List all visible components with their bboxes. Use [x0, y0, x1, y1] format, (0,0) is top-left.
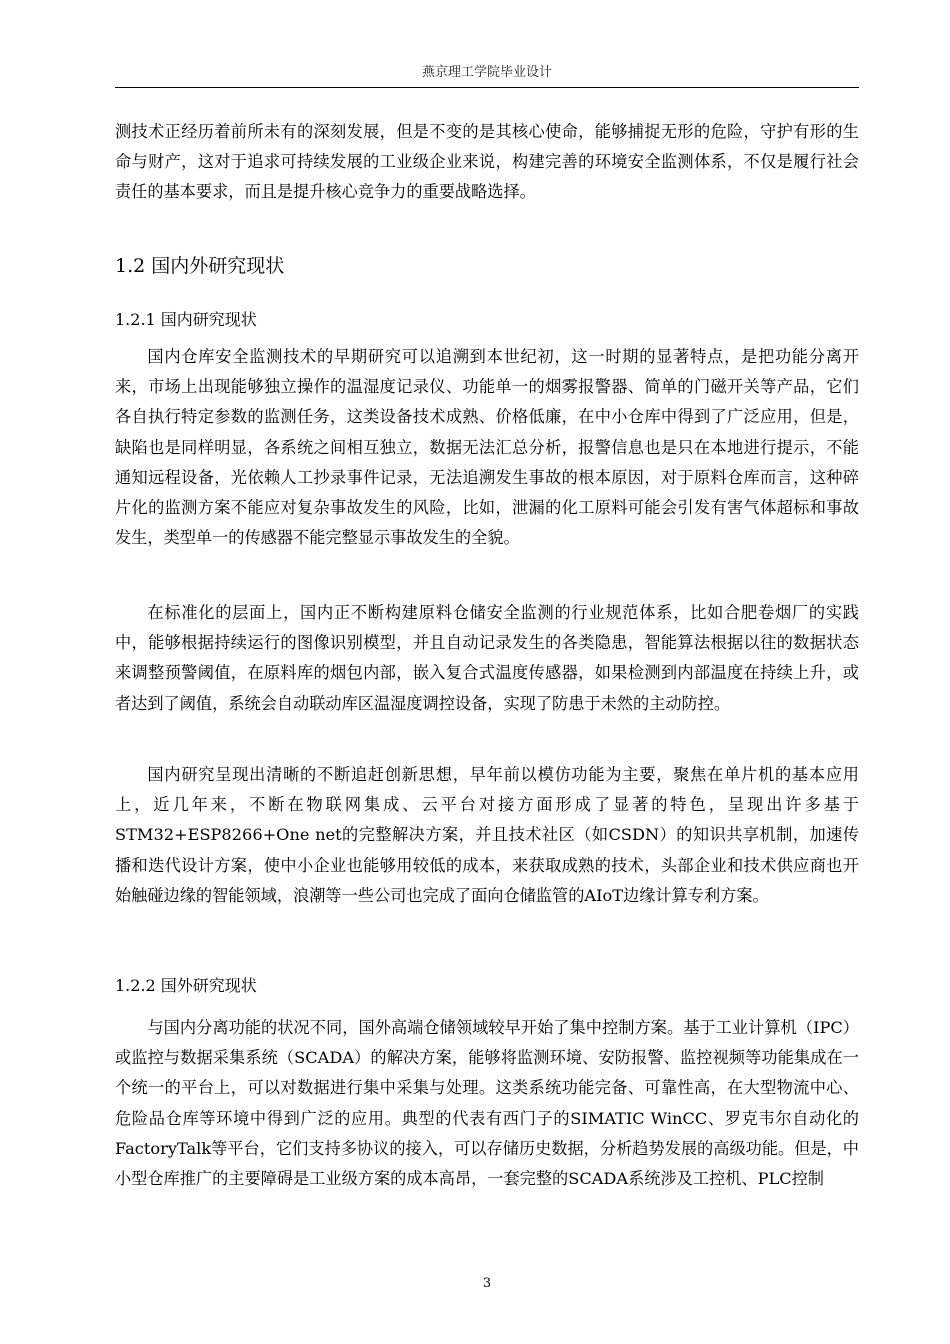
domestic-paragraph-2: 在标准化的层面上，国内正不断构建原料仓储安全监测的行业规范体系，比如合肥卷烟厂的实践中，能够根据持续运行的图像识别模型，并且自动记录发生的各类隐患，智能算法根据以往的数据状态来调整预警阈值，在原料库的烟包内部，嵌入复合式温度传感器，如果检测到内部温度在持续上升，或者达到了阈值，系统会自动联动库区温湿度调控设备，实现了防患于未然的主动防控。 [115, 603, 859, 713]
page-number: 3 [482, 1276, 492, 1291]
running-header: 燕京理工学院毕业设计 [421, 65, 552, 80]
section-heading: 1.2 国内外研究现状 [115, 255, 285, 277]
foreign-paragraph-1: 与国内分离功能的状况不同，国外高端仓储领域较早开始了集中控制方案。基于工业计算机（IPC）或监控与数据采集系统（SCADA）的解决方案，能够将监测环境、安防报警、监控视频等功能集成在一个统一的平台上，可以对数据进行集中采集与处理。这类系统功能完备、可靠性高，在大型物流中心、危险品仓库等环境中得到广泛的应用。典型的代表有西门子的SIMATIC WinCC、罗克韦尔自动化的FactoryTalk等平台，它们支持多协议的接入，可以存储历史数据，分析趋势发展的高级功能。但是，中小型仓库推广的主要障碍是工业级方案的成本高昂，一套完整的SCADA系统涉及工控机、PLC控制 [115, 1018, 859, 1189]
header-rule [115, 87, 859, 88]
intro-paragraph: 测技术正经历着前所未有的深刻发展，但是不变的是其核心使命，能够捕捉无形的危险，守护有形的生命与财产，这对于追求可持续发展的工业级企业来说，构建完善的环境安全监测体系，不仅是履行社会责任的基本要求，而且是提升核心竞争力的重要战略选择。 [115, 122, 859, 202]
subsection-heading-foreign: 1.2.2 国外研究现状 [115, 976, 257, 995]
domestic-paragraph-3: 国内研究呈现出清晰的不断追赶创新思想，早年前以模仿功能为主要，聚焦在单片机的基本应用上，近几年来，不断在物联网集成、云平台对接方面形成了显著的特色，呈现出许多基于STM32+ESP8266+One net的完整解决方案，并且技术社区（如CSDN）的知识共享机制，加速传播和迭代设计方案，使中小企业也能够用较低的成本，来获取成熟的技术，头部企业和技术供应商也开始触碰边缘的智能领域，浪潮等一些公司也完成了面向仓储监管的AIoT边缘计算专利方案。 [115, 765, 859, 905]
domestic-paragraph-1: 国内仓库安全监测技术的早期研究可以追溯到本世纪初，这一时期的显著特点，是把功能分离开来，市场上出现能够独立操作的温湿度记录仪、功能单一的烟雾报警器、简单的门磁开关等产品，它们各自执行特定参数的监测任务，这类设备技术成熟、价格低廉，在中小仓库中得到了广泛应用，但是，缺陷也是同样明显，各系统之间相互独立，数据无法汇总分析，报警信息也是只在本地进行提示，不能通知远程设备，光依赖人工抄录事件记录，无法追溯发生事故的根本原因，对于原料仓库而言，这种碎片化的监测方案不能应对复杂事故发生的风险，比如，泄漏的化工原料可能会引发有害气体超标和事故发生，类型单一的传感器不能完整显示事故发生的全貌。 [115, 347, 859, 548]
subsection-heading-domestic: 1.2.1 国内研究现状 [115, 310, 257, 329]
